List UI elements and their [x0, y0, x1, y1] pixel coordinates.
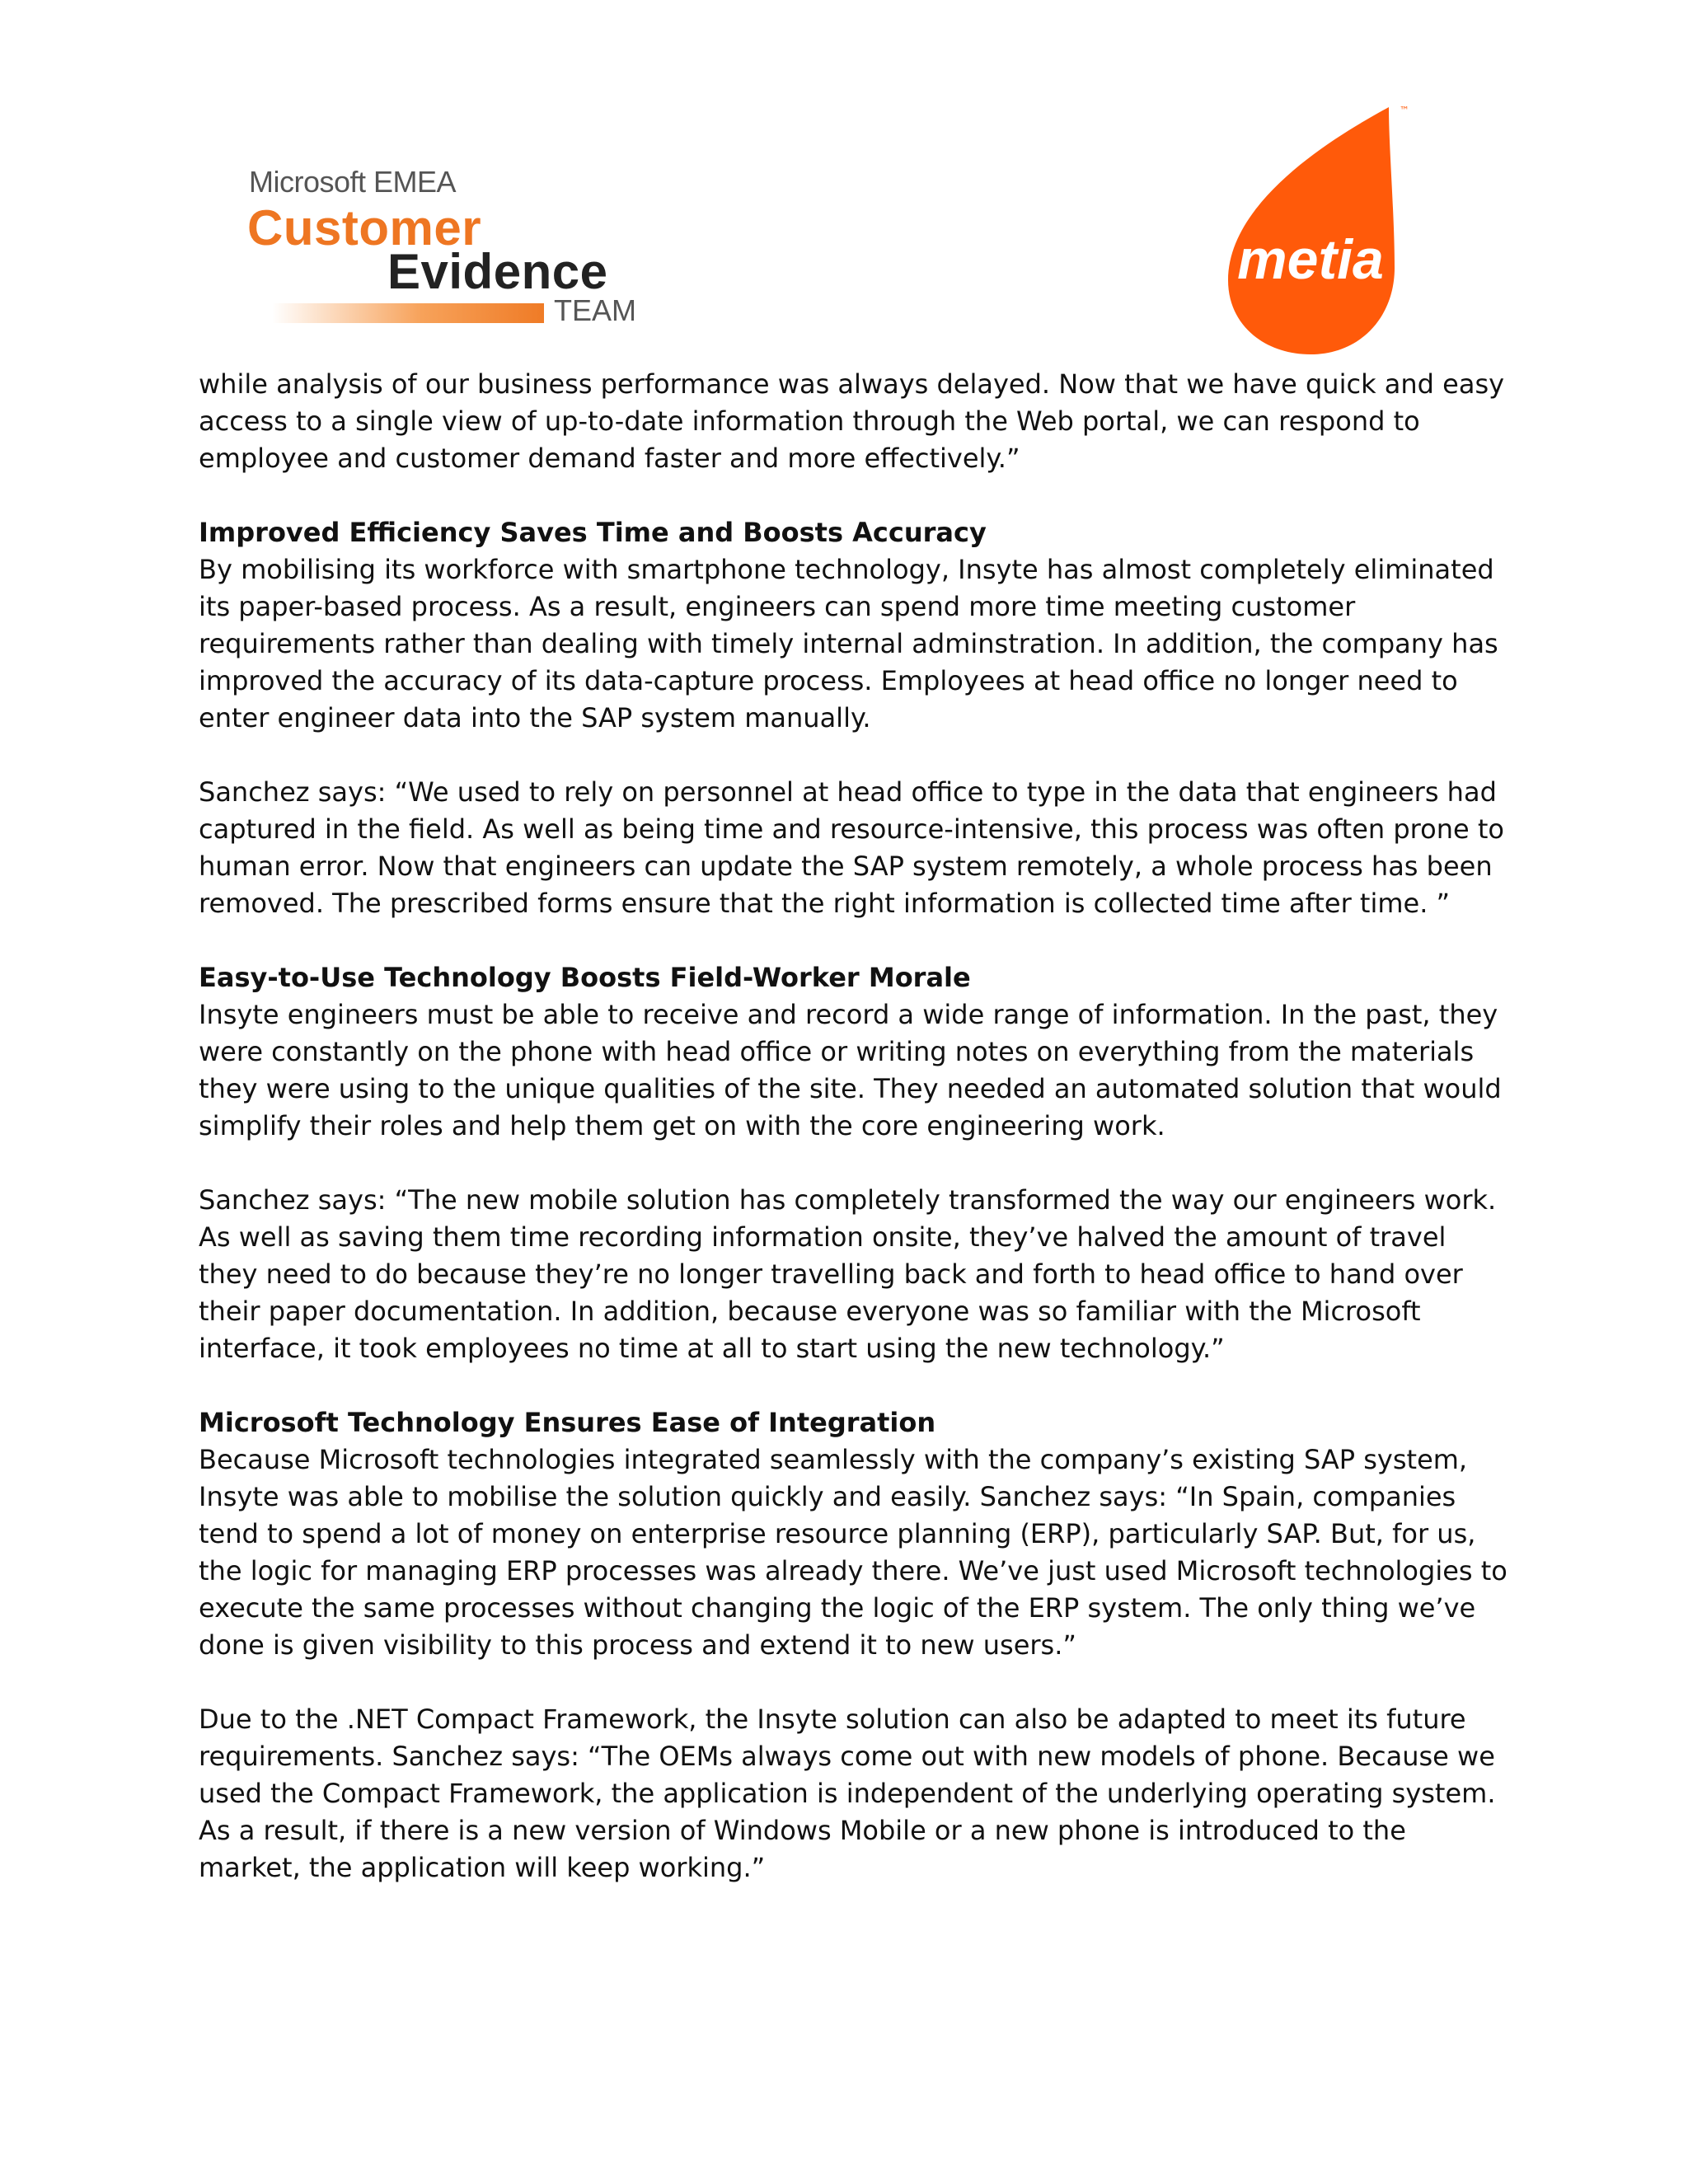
logo-team-text: TEAM: [554, 293, 637, 327]
section-heading: Microsoft Technology Ensures Ease of Integration: [199, 1407, 936, 1438]
section-heading: Easy-to-Use Technology Boosts Field-Worker Morale: [199, 962, 971, 993]
logo-gradient-bar: [272, 303, 544, 323]
section-easy-to-use: [199, 959, 1509, 1367]
section-heading: Improved Efficiency Saves Time and Boosts Accuracy: [199, 517, 987, 548]
logo-evidence-text: Evidence: [387, 244, 608, 299]
logo-customer-text: Customer: [247, 200, 482, 255]
section-improved-efficiency: [199, 514, 1509, 922]
section-paragraph: Sanchez says: “We used to rely on personnel at head office to type in the data that engineers had captured in the field. As well as being time and resource-intensive, this process was often prone to human error. Now that engineers can update the SAP system remotely, a whole process has been removed. The prescribed forms ensure that the right information is collected time after time. ”: [199, 776, 1504, 919]
section-paragraph: Because Microsoft technologies integrated seamlessly with the company’s existing SAP system, Insyte was able to mobilise the solution quickly and easily. Sanchez says: “In Spain, companies tend to spend a lot of money on enterprise resource planning (ERP), particularly SAP. But, for us, the logic for managing ERP processes was already there. We’ve just used Microsoft technologies to execute the same processes without changing the logic of the ERP system. The only thing we’ve done is given visibility to this process and extend it to new users.”: [199, 1444, 1507, 1661]
metia-trademark: ™: [1400, 105, 1409, 116]
document-body: [199, 366, 1509, 1924]
logo-microsoft-emea-text: Microsoft EMEA: [249, 165, 457, 199]
section-microsoft-technology: [199, 1404, 1509, 1886]
microsoft-emea-customer-evidence-logo: [247, 165, 643, 334]
section-paragraph: Due to the .NET Compact Framework, the Insyte solution can also be adapted to meet its future requirements. Sanchez says: “The OEMs always come out with new models of phone. Because we used the Compact Framework, the application is independent of the underlying operating system. As a result, if there is a new version of Windows Mobile or a new phone is introduced to the market, the application will keep working.”: [199, 1704, 1496, 1883]
metia-logo-text: metia: [1237, 228, 1384, 291]
metia-drop-icon: [1220, 99, 1418, 363]
metia-logo: [1220, 99, 1418, 363]
section-paragraph: Insyte engineers must be able to receive and record a wide range of information. In the past, they were constantly on the phone with head office or writing notes on everything from the materials they were using to the unique qualities of the site. They needed an automated solution that would simplify their roles and help them get on with the core engineering work.: [199, 999, 1502, 1141]
section-paragraph: Sanchez says: “The new mobile solution has completely transformed the way our engineers work. As well as saving them time recording information onsite, they’ve halved the amount of travel they need to do because they’re no longer travelling back and forth to head office to hand over their paper documentation. In addition, because everyone was so familiar with the Microsoft interface, it took employees no time at all to start using the new technology.”: [199, 1184, 1497, 1364]
section-paragraph: By mobilising its workforce with smartphone technology, Insyte has almost completely eliminated its paper-based process. As a result, engineers can spend more time meeting customer requirements rather than dealing with timely internal adminstration. In addition, the company has improved the accuracy of its data-capture process. Employees at head office no longer need to enter engineer data into the SAP system manually.: [199, 554, 1498, 733]
intro-paragraph: while analysis of our business performance was always delayed. Now that we have quick and easy access to a single view of up-to-date information through the Web portal, we can respond to employee and customer demand faster and more effectively.”: [199, 368, 1505, 474]
